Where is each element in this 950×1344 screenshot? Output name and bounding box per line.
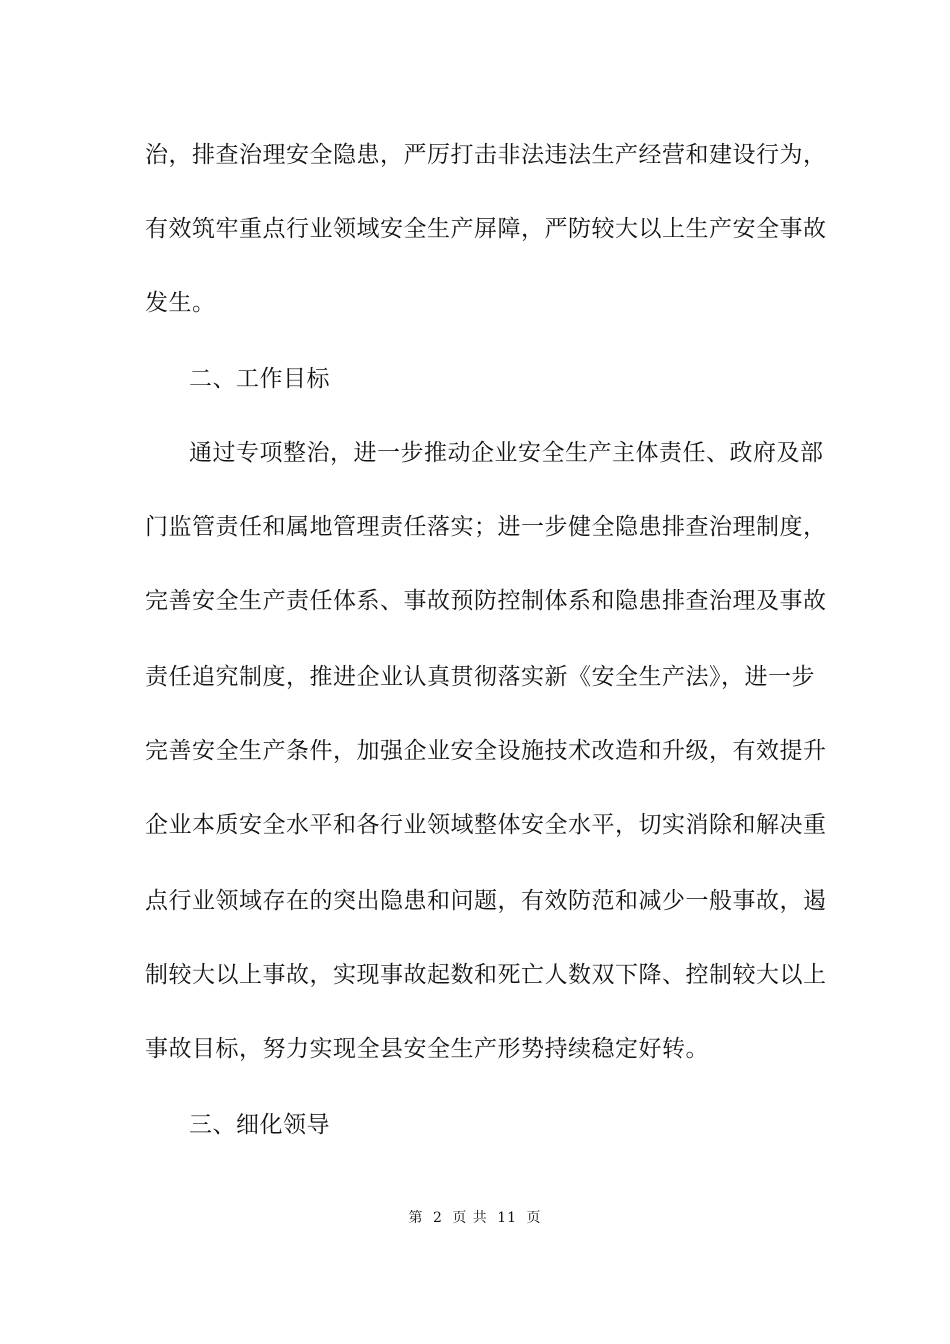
body-text-line: 事故目标，努力实现全县安全生产形势持续稳定好转。 [145, 1036, 709, 1062]
footer-prefix: 第 [408, 1210, 424, 1226]
footer-suffix: 页 [526, 1210, 542, 1226]
page-number-footer [0, 1208, 950, 1228]
body-text-line: 企业本质安全水平和各行业领域整体安全水平，切实消除和解决重 [145, 812, 827, 838]
body-text-line: 通过专项整治，进一步推动企业安全生产主体责任、政府及部 [189, 440, 824, 466]
body-text-line: 发生。 [145, 290, 216, 316]
section-heading-leadership: 三、细化领导 [189, 1112, 330, 1138]
footer-total-pages: 11 [497, 1210, 518, 1226]
section-heading-work-goals: 二、工作目标 [189, 366, 330, 392]
body-text-line: 治，排查治理安全隐患，严厉打击非法违法生产经营和建设行为， [145, 142, 827, 168]
body-text-line: 责任追究制度，推进企业认真贯彻落实新《安全生产法》，进一步 [145, 664, 815, 690]
body-text-line: 门监管责任和属地管理责任落实；进一步健全隐患排查治理制度， [145, 514, 827, 540]
footer-current-page: 2 [432, 1210, 443, 1226]
body-text-line: 完善安全生产责任体系、事故预防控制体系和隐患排查治理及事故 [145, 588, 827, 614]
footer-middle: 页 共 [452, 1210, 488, 1226]
body-text-line: 完善安全生产条件，加强企业安全设施技术改造和升级，有效提升 [145, 738, 827, 764]
body-text-line: 有效筑牢重点行业领域安全生产屏障，严防较大以上生产安全事故 [145, 216, 827, 242]
body-text-line: 制较大以上事故，实现事故起数和死亡人数双下降、控制较大以上 [145, 962, 827, 988]
body-text-line: 点行业领域存在的突出隐患和问题，有效防范和减少一般事故，遏 [145, 888, 827, 914]
